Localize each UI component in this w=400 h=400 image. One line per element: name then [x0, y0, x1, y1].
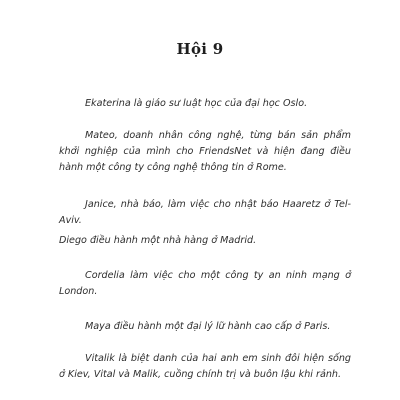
paragraph-ekaterina: Ekaterina là giáo sư luật học của đại học Oslo.: [85, 98, 308, 109]
paragraph-cordelia: Cordelia làm việc cho một công ty an ninh mạng ở London.: [59, 270, 351, 297]
paragraph-diego: Diego điều hành một nhà hàng ở Madrid.: [59, 235, 257, 246]
paragraph-maya: Maya điều hành một đại lý lữ hành cao cấp ở Paris.: [85, 321, 331, 332]
paragraph-vitalik: Vitalik là biệt danh của hai anh em sinh đôi hiện sống ở Kiev, Vital và Malik, cuồng chính trị và buôn lậu khi rảnh.: [59, 353, 351, 380]
paragraph-janice: Janice, nhà báo, làm việc cho nhật báo Haaretz ở Tel-Aviv.: [59, 199, 351, 226]
chapter-title: Hội 9: [176, 40, 224, 58]
paragraph-mateo: Mateo, doanh nhân công nghệ, từng bán sản phẩm khởi nghiệp của mình cho FriendsNet và hiện đang điều hành một công ty công nghệ thông tin ở Rome.: [59, 130, 351, 173]
